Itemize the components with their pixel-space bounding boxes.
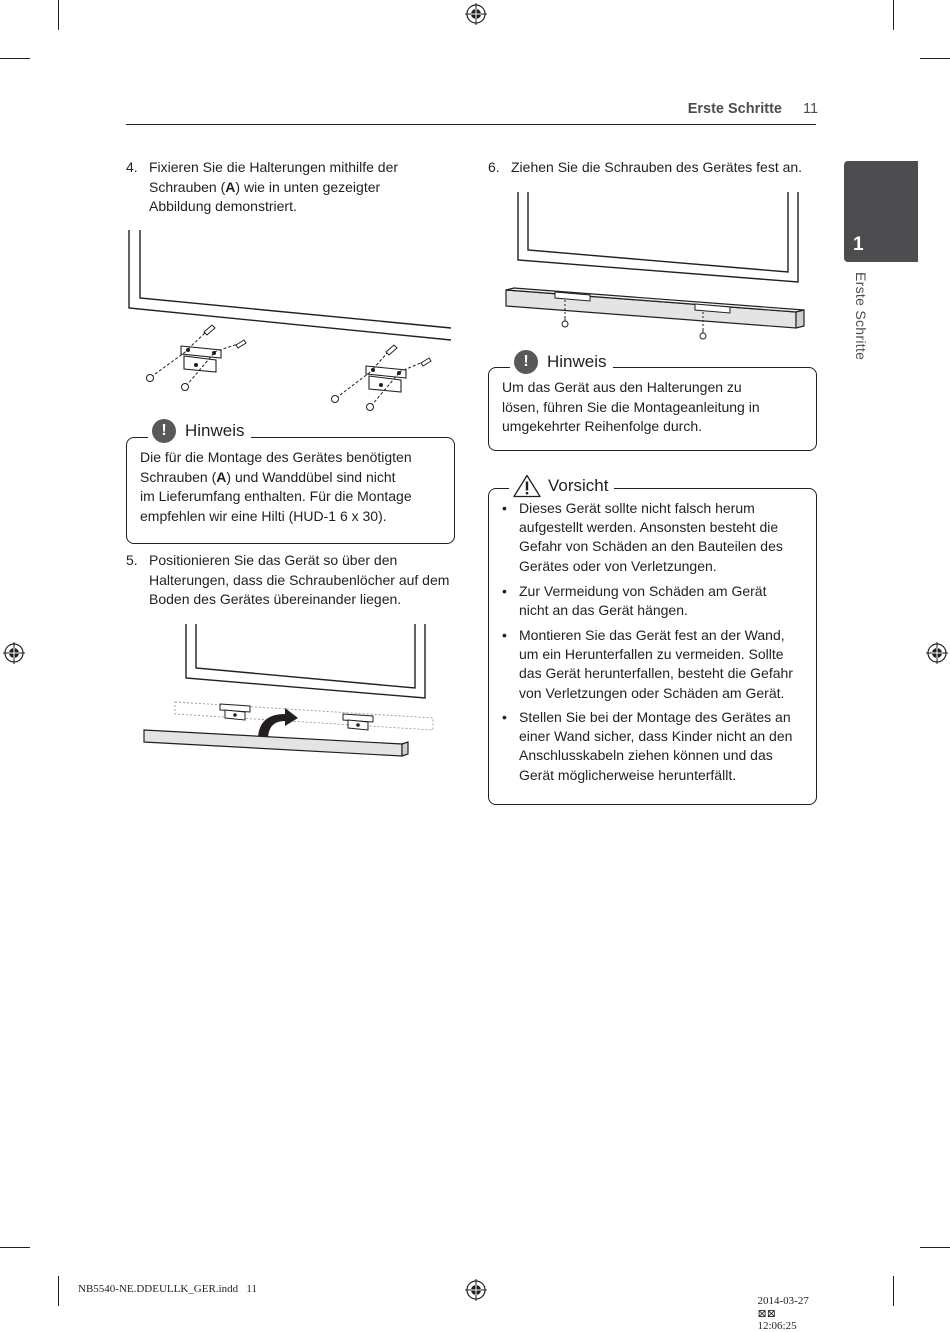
step-5 (126, 551, 461, 611)
note-text: Die für die Montage des Gerätes benötigten Schrauben (A) und Wanddübel sind nicht im Lieferumfang enthalten. Für die Montage empfehlen wir eine Hilti (HUD-1 6 x 30). (140, 449, 412, 524)
step-number: 6. (488, 159, 500, 175)
note-heading: ! Hinweis (148, 419, 251, 443)
chapter-number: 1 (853, 234, 864, 255)
page-number: 11 (803, 101, 819, 117)
warning-triangle-icon (513, 474, 541, 498)
registration-mark-icon (3, 642, 25, 664)
footer-filename: NB5540-NE.DDEULLK_GER.indd 11 (78, 1283, 257, 1295)
crop-mark (920, 1247, 950, 1248)
registration-mark-icon (465, 1279, 487, 1301)
exclamation-icon: ! (152, 419, 176, 443)
step-text: Positionieren Sie das Gerät so über den Halterungen, dass die Schraubenlöcher auf dem Boden des Gerätes übereinander liegen. (149, 552, 450, 607)
caution-item: • Stellen Sie bei der Montage des Gerätes an einer Wand sicher, dass Kinder nicht an den Anschlusskabeln ziehen können und das Gerät möglicherweise herunterfällt. (502, 709, 793, 783)
chapter-label: Erste Schritte (853, 272, 869, 361)
footer-timestamp: 2014-03-27 ⊠⊠ 12:06:25 (757, 1295, 809, 1332)
crop-mark (893, 1276, 894, 1306)
step-number: 4. (126, 159, 138, 175)
crop-mark (0, 58, 30, 59)
registration-mark-icon (926, 642, 948, 664)
step-4 (126, 158, 461, 218)
step-text: Fixieren Sie die Halterungen mithilfe der Schrauben (A) wie in unten gezeigter Abbildung demonstriert. (149, 159, 399, 214)
caution-item: • Zur Vermeidung von Schäden am Gerät nicht an das Gerät hängen. (502, 583, 767, 619)
bullet-dot: • (502, 500, 507, 516)
crop-mark (58, 0, 59, 30)
caution-item: • Montieren Sie das Gerät fest an der Wand, um ein Herunterfallen zu vermeiden. Sollte das Gerät herunterfallen, besteht die Gefahr von Verletzungen oder Schäden am Gerät. (502, 627, 793, 701)
header-divider (126, 124, 816, 125)
bracket-mounting-illustration (126, 228, 456, 418)
caution-item: • Dieses Gerät sollte nicht falsch herum aufgestellt werden. Ansonsten besteht die Gefahr von Schäden an den Bauteilen des Gerätes oder von Verletzungen. (502, 500, 783, 574)
bullet-dot: • (502, 627, 507, 643)
note-text: Um das Gerät aus den Halterungen zu lösen, führen Sie die Montageanleitung in umgekehrter Reihenfolge durch. (502, 379, 760, 434)
soundbar-positioning-illustration (140, 622, 440, 767)
bullet-dot: • (502, 583, 507, 599)
exclamation-icon: ! (514, 350, 538, 374)
caution-heading: Vorsicht (509, 473, 614, 499)
section-title: Erste Schritte (687, 101, 782, 117)
crop-mark (0, 1247, 30, 1248)
note-heading: ! Hinweis (510, 350, 613, 374)
step-number: 5. (126, 552, 138, 568)
registration-mark-icon (465, 3, 487, 25)
crop-mark (920, 58, 950, 59)
step-6 (488, 158, 823, 180)
crop-mark (58, 1276, 59, 1306)
crop-mark (893, 0, 894, 30)
tighten-screws-illustration (503, 190, 805, 345)
step-text: Ziehen Sie die Schrauben des Gerätes fest an. (511, 159, 803, 175)
bullet-dot: • (502, 709, 507, 725)
